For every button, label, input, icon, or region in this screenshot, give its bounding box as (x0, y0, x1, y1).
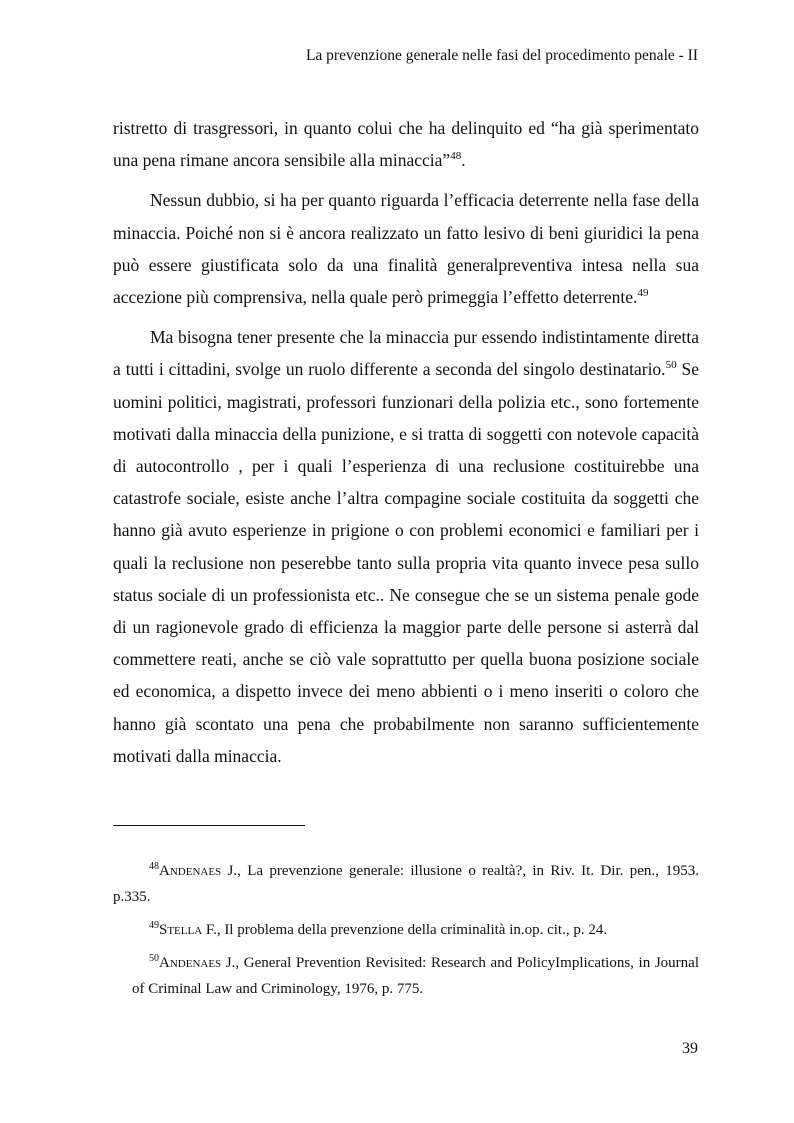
footnote-author: Andenaes (159, 955, 222, 971)
paragraph-3-text-a: Ma bisogna tener presente che la minaccia pur essendo indistintamente diretta a tutti i cittadini, svolge un ruolo differente a seconda del singolo destinatario. (113, 327, 699, 380)
footnote-number: 49 (149, 920, 159, 931)
paragraph-1-end: . (461, 150, 466, 171)
footnotes (113, 858, 699, 1002)
paragraph-1-text: ristretto di trasgressori, in quanto colui che ha delinquito ed “ha già sperimentato una pena rimane ancora sensibile alla minaccia” (113, 118, 699, 171)
footnote-ref-48[interactable]: 48 (450, 150, 462, 163)
footnote-49 (113, 917, 699, 943)
footnote-divider (113, 825, 305, 826)
footnote-number: 50 (149, 953, 159, 964)
body-text (113, 112, 699, 772)
footnote-author: Andenaes (159, 863, 222, 879)
paragraph-3-text-b: Se uomini politici, magistrati, professori funzionari della polizia etc., sono fortemente motivati dalla minaccia della punizione, e si tratta di soggetti con notevole capacità di autocontrollo , per i quali l’esperienza di una reclusione costituirebbe una catastrofe sociale, esiste anche l’altra compagine sociale costituita da soggetti che hanno già avuto esperienze in prigione o con problemi economici e familiari per i quali la reclusione non peserebbe tanto sulla propria vita quanto invece pesa sullo status sociale di un professionista etc.. Ne consegue che se un sistema penale gode di un ragionevole grado di efficienza la maggior parte delle persone si asterrà dal commettere reati, anche se ciò vale soprattutto per quella buona posizione sociale ed economica, a dispetto invece dei meno abbienti o i meno inseriti o coloro che hanno già scontato una pena che probabilmente non saranno sufficientemente motivati dalla minaccia. (113, 359, 699, 766)
footnote-author: Stella (159, 922, 203, 938)
page-number: 39 (682, 1040, 698, 1057)
running-header: La prevenzione generale nelle fasi del procedimento penale - II (305, 47, 698, 64)
paragraph-2 (113, 184, 699, 313)
footnote-number: 48 (149, 861, 159, 872)
paragraph-2-text: Nessun dubbio, si ha per quanto riguarda l’efficacia deterrente nella fase della minaccia. Poiché non si è ancora realizzato un fatto lesivo di beni giuridici la pena può essere giustificata solo da una finalità generalpreventiva intesa nella sua accezione più comprensiva, nella quale però primeggia l’effetto deterrente. (113, 190, 699, 308)
footnote-text: J., La prevenzione generale: illusione o realtà?, in Riv. It. Dir. pen., 1953. p.335. (113, 863, 699, 905)
paragraph-1 (113, 112, 699, 176)
footnote-text: J., General Prevention Revisited: Research and PolicyImplications, in Journal of Criminal Law and Criminology, 1976, p. 775. (132, 955, 699, 997)
footnote-ref-50[interactable]: 50 (665, 359, 677, 372)
footnote-50 (113, 950, 699, 1002)
paragraph-3 (113, 321, 699, 772)
footnote-text: F., Il problema della prevenzione della criminalità in.op. cit., p. 24. (202, 922, 608, 938)
footnote-48 (113, 858, 699, 910)
footnote-ref-49[interactable]: 49 (637, 287, 649, 300)
